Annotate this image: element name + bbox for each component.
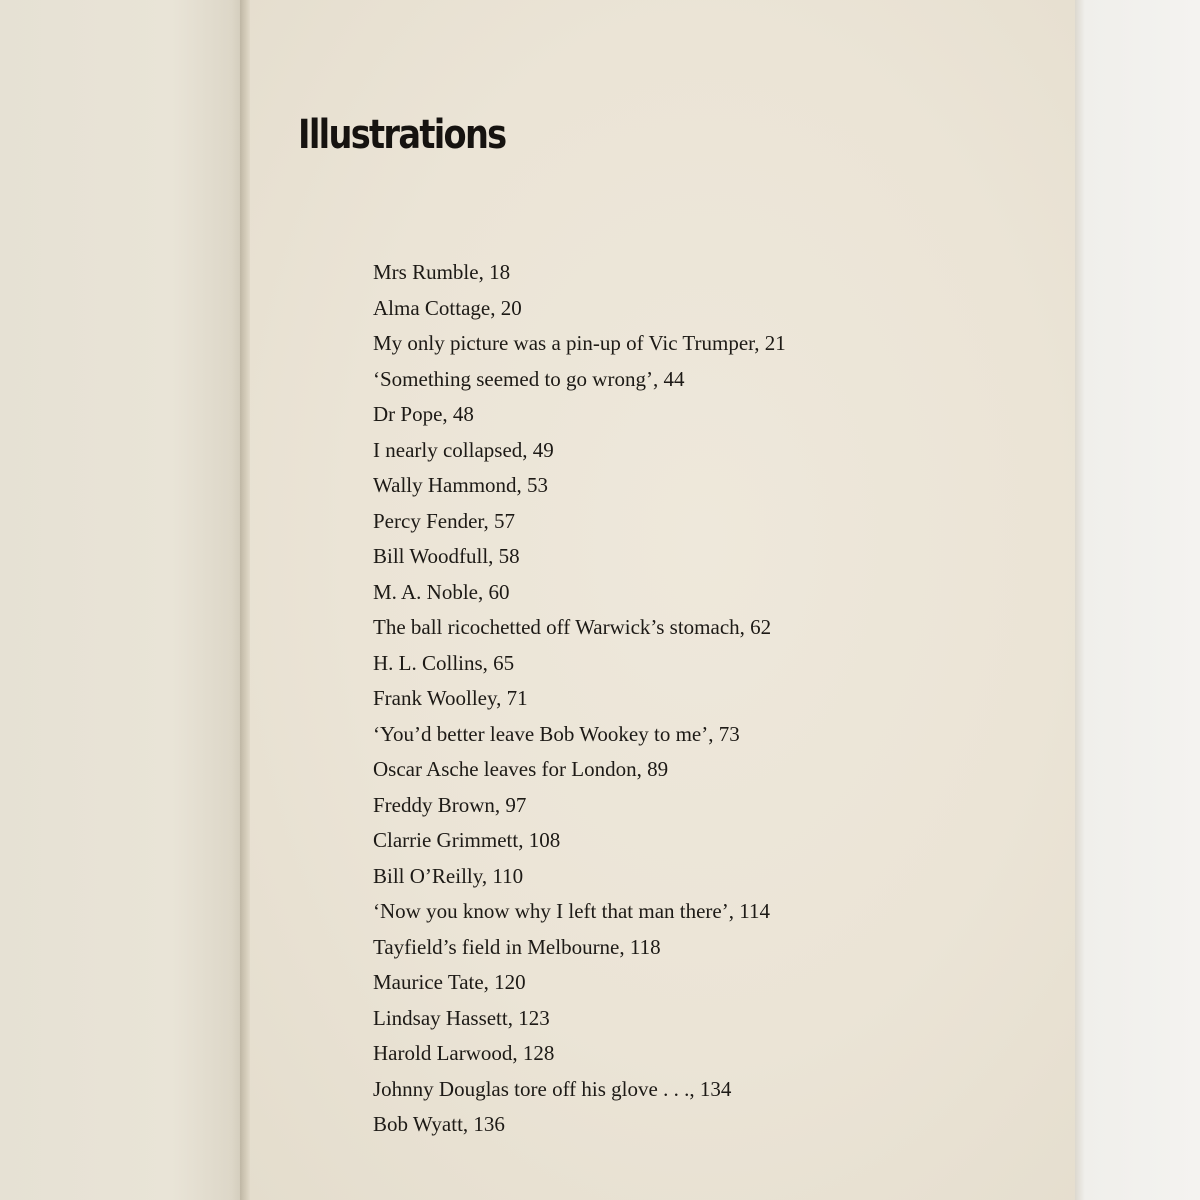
list-item: I nearly collapsed, 49: [373, 437, 554, 462]
list-item: Lindsay Hassett, 123: [373, 1005, 550, 1030]
list-item: Wally Hammond, 53: [373, 473, 549, 497]
list-item: Maurice Tate, 120: [373, 970, 526, 994]
list-item: Percy Fender, 57: [373, 508, 516, 533]
list-item: ‘You’d better leave Bob Wookey to me’, 73: [373, 721, 740, 746]
illustrations-list: [373, 255, 786, 1143]
list-item: Bill Woodfull, 58: [373, 544, 520, 568]
list-item: Bill O’Reilly, 110: [373, 863, 524, 888]
list-item: ‘Something seemed to go wrong’, 44: [373, 366, 685, 391]
page-heading: Illustrations: [298, 112, 506, 158]
list-item: Alma Cottage, 20: [373, 295, 522, 320]
left-page: [0, 0, 246, 1200]
list-item: H. L. Collins, 65: [373, 650, 515, 675]
list-item: The ball ricochetted off Warwick’s stomach, 62: [373, 615, 772, 639]
page-edge: [1075, 0, 1200, 1200]
list-item: ‘Now you know why I left that man there’, 114: [373, 899, 770, 923]
list-item: My only picture was a pin-up of Vic Trumper, 21: [373, 331, 786, 355]
list-item: Freddy Brown, 97: [373, 792, 527, 817]
list-item: Oscar Asche leaves for London, 89: [373, 757, 669, 781]
list-item: Harold Larwood, 128: [373, 1041, 555, 1065]
list-item: Frank Woolley, 71: [373, 686, 528, 710]
list-item: Johnny Douglas tore off his glove . . ., 134: [373, 1076, 732, 1101]
list-item: Mrs Rumble, 18: [373, 260, 511, 284]
list-item: Tayfield’s field in Melbourne, 118: [373, 934, 661, 959]
list-item: M. A. Noble, 60: [373, 579, 510, 604]
list-item: Bob Wyatt, 136: [373, 1112, 505, 1136]
list-item: Dr Pope, 48: [373, 402, 474, 426]
list-item: Clarrie Grimmett, 108: [373, 828, 561, 852]
